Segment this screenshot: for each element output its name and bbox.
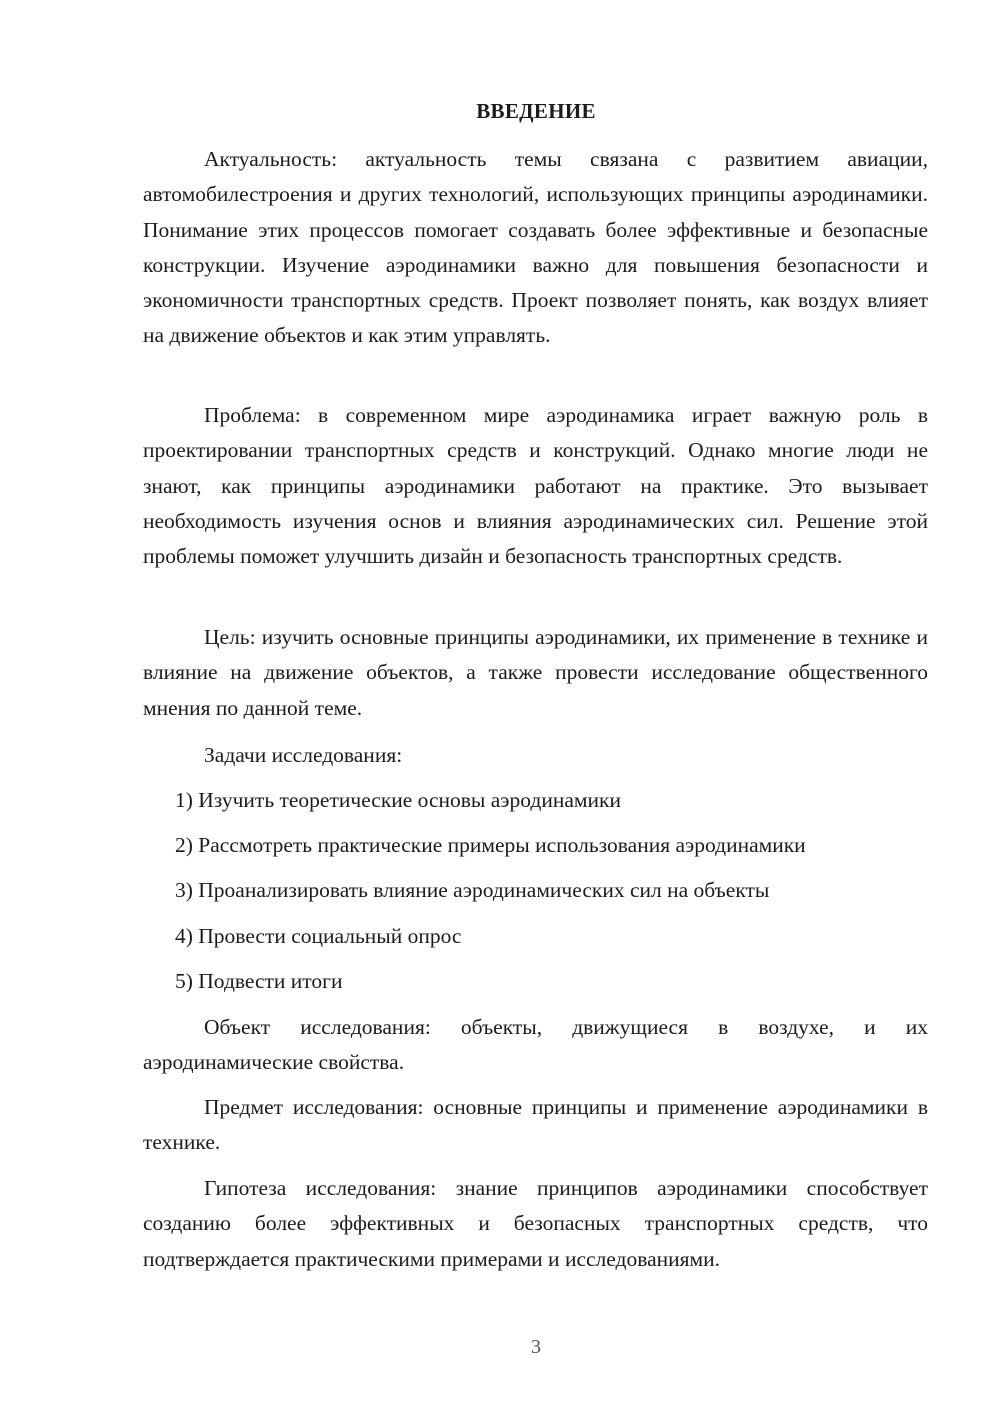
tasks-heading: Задачи исследования: (204, 743, 403, 767)
task-item-5: 5) Подвести итоги (175, 969, 343, 993)
paragraph-subject: Предмет исследования: основные принципы и применение аэродинамики в технике. (143, 1095, 928, 1155)
task-item-2: 2) Рассмотреть практические примеры использования аэродинамики (175, 833, 806, 857)
paragraph-problem: Проблема: в современном мире аэродинамика играет важную роль в проектировании транспортных средств и конструкций. Однако многие люди не знают, как принципы аэродинамики работают на практике. Это вызывает необходимость изучения основ и влияния аэродинамических сил. Решение этой проблемы поможет улучшить дизайн и безопасность транспортных средств. (143, 403, 928, 569)
page-title: ВВЕДЕНИЕ (476, 99, 596, 123)
paragraph-object: Объект исследования: объекты, движущиеся в воздухе, и их аэродинамические свойства. (143, 1015, 928, 1075)
task-item-3: 3) Проанализировать влияние аэродинамических сил на объекты (175, 878, 770, 902)
paragraph-goal: Цель: изучить основные принципы аэродинамики, их применение в технике и влияние на движение объектов, а также провести исследование общественного мнения по данной теме. (143, 625, 928, 720)
page-number: 3 (531, 1336, 541, 1358)
paragraph-relevance: Актуальность: актуальность темы связана с развитием авиации, автомобилестроения и других технологий, использующих принципы аэродинамики. Понимание этих процессов помогает создавать более эффективные и безопасные конструкции. Изучение аэродинамики важно для повышения безопасности и экономичности транспортных средств. Проект позволяет понять, как воздух влияет на движение объектов и как этим управлять. (143, 147, 928, 348)
task-item-1: 1) Изучить теоретические основы аэродинамики (175, 788, 621, 812)
task-item-4: 4) Провести социальный опрос (175, 924, 462, 948)
paragraph-hypothesis: Гипотеза исследования: знание принципов аэродинамики способствует созданию более эффективных и безопасных транспортных средств, что подтверждается практическими примерами и исследованиями. (143, 1176, 928, 1271)
